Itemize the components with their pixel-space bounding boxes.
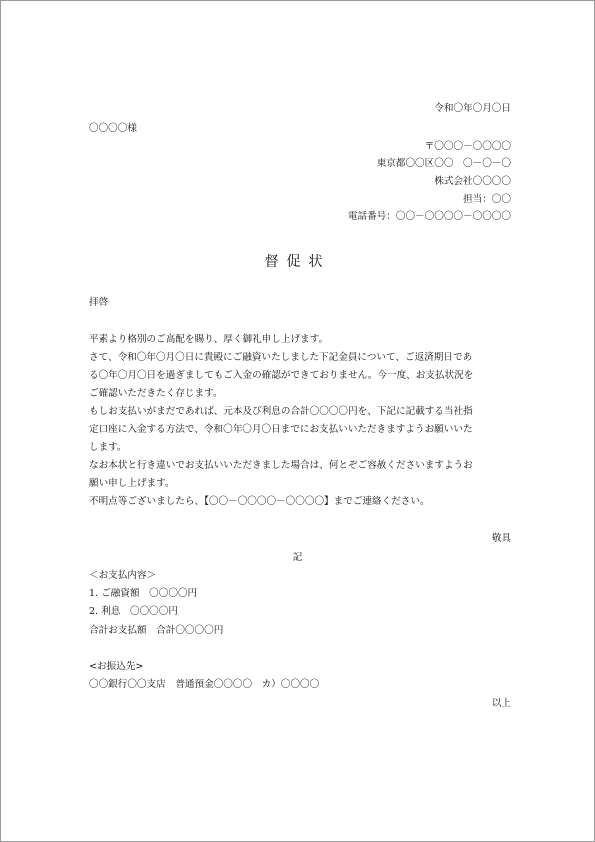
payment-loan-amount: 1. ご融資額 〇〇〇〇円 [89, 588, 198, 599]
payment-heading: ＜お支払内容＞ [89, 570, 157, 581]
body-line: 不明点等ございましたら、【〇〇－〇〇〇〇－〇〇〇〇】までご連絡ください。 [89, 496, 430, 507]
sender-company: 株式会社〇〇〇〇 [434, 176, 511, 187]
sender-postal-code: 〒〇〇〇－〇〇〇〇 [424, 141, 511, 152]
body-line: もしお支払いがまだであれば、元本及び利息の合計〇〇〇〇円を、下記に記載する当社指 [89, 406, 473, 417]
payment-total: 合計お支払額 合計〇〇〇〇円 [89, 625, 224, 636]
body-line: なお本状と行き違いでお支払いいただきました場合は、何とぞご容赦くださいますようお [89, 460, 473, 471]
closing-salutation: 敬具 [491, 533, 511, 544]
body-line: さて、令和〇年〇月〇日に貴殿にご融資いたしました下記金員について、ご返済期日であ [89, 352, 473, 363]
sender-contact-person: 担当：〇〇 [463, 194, 511, 205]
opening-salutation: 拝啓 [89, 297, 109, 308]
sender-address: 東京都〇〇区〇〇 〇－〇－〇 [376, 158, 511, 169]
body-line: る〇年〇月〇日を過ぎましてもご入金の確認ができておりません。今一度、お支払状況を [89, 370, 474, 381]
body-line: 定口座に入金する方法で、令和〇年〇月〇日までにお支払いいただきますようお願いいた [89, 424, 473, 435]
body-line: します。 [89, 442, 127, 453]
end-mark: 以上 [491, 698, 511, 709]
letter-date: 令和〇年〇月〇日 [434, 103, 511, 114]
payment-interest: 2. 利息 〇〇〇〇円 [89, 606, 178, 617]
ki-heading: 記 [292, 552, 303, 563]
document-title: 督促状 [264, 254, 331, 270]
body-line: ご確認いただきたく存じます。 [89, 388, 223, 399]
transfer-account: 〇〇銀行〇〇支店 普通預金〇〇〇〇 カ）〇〇〇〇 [89, 679, 320, 690]
body-line: 願い申し上げます。 [89, 478, 175, 489]
sender-phone: 電話番号：〇〇－〇〇〇〇－〇〇〇〇 [347, 211, 511, 222]
recipient-name: 〇〇〇〇様 [89, 123, 137, 134]
body-line: 平素より格別のご高配を賜り、厚く御礼申し上げます。 [89, 334, 329, 345]
transfer-heading: <お振込先> [89, 661, 144, 672]
